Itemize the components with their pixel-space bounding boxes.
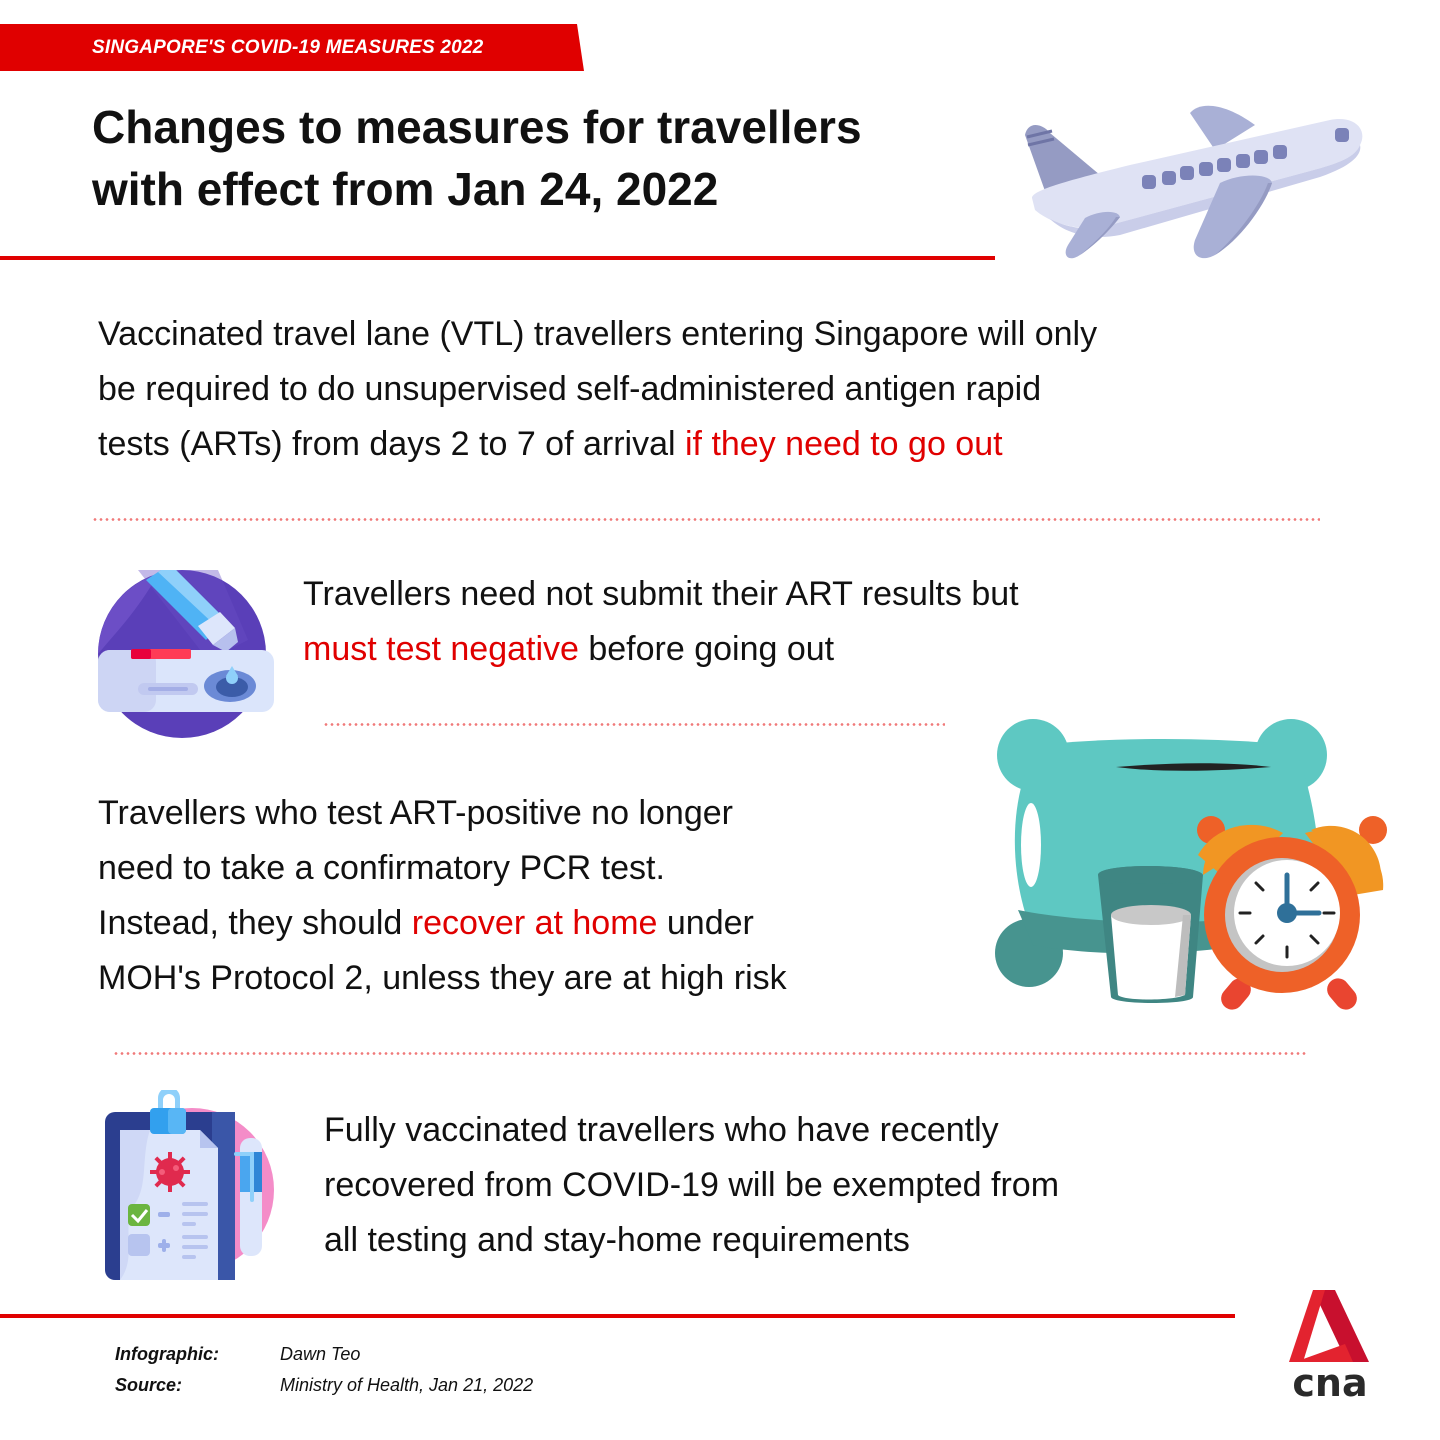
category-banner-label: SINGAPORE'S COVID-19 MEASURES 2022 <box>92 37 484 58</box>
section-divider-2 <box>323 723 945 726</box>
vtl-art-highlight: if they need to go out <box>685 425 1003 463</box>
medical-clipboard-icon <box>100 1090 280 1280</box>
art-results-paragraph <box>303 567 1019 677</box>
art-results-line-2 <box>303 622 1019 677</box>
source-value: Ministry of Health, Jan 21, 2022 <box>280 1375 534 1395</box>
recover-line-1: Travellers who test ART-positive no longer <box>98 794 733 832</box>
cna-logo-text: cna <box>1292 1361 1368 1400</box>
section-divider-3 <box>113 1052 1306 1055</box>
section-divider-1 <box>92 518 1320 521</box>
exemption-line-1: Fully vaccinated travellers who have recently <box>324 1111 999 1149</box>
infographic-credit-value: Dawn Teo <box>280 1344 361 1364</box>
recover-line-4: MOH's Protocol 2, unless they are at high risk <box>98 959 787 997</box>
recover-line-3-pre: Instead, they should <box>98 904 412 942</box>
recover-line-3 <box>98 896 787 951</box>
exemption-line-3: all testing and stay-home requirements <box>324 1221 910 1259</box>
airplane-icon <box>1010 95 1370 265</box>
page-title-line-2: with effect from Jan 24, 2022 <box>92 163 719 215</box>
vtl-art-line-3 <box>98 417 1097 472</box>
source-label: Source: <box>115 1375 183 1395</box>
exemption-line-2: recovered from COVID-19 will be exempted from <box>324 1166 1060 1204</box>
vtl-art-line-3-text: tests (ARTs) from days 2 to 7 of arrival <box>98 425 685 463</box>
recover-line-3-post: under <box>657 904 754 942</box>
recovered-exemption-paragraph <box>324 1103 1059 1268</box>
cna-logo-icon <box>1285 1290 1375 1400</box>
footer-divider <box>0 1314 1235 1318</box>
art-results-line-2-text: before going out <box>578 630 835 668</box>
recover-line-2: need to take a confirmatory PCR test. <box>98 849 665 887</box>
art-results-highlight: must test negative <box>303 630 579 668</box>
vtl-art-paragraph <box>98 307 1097 472</box>
antigen-test-kit-icon <box>98 570 278 740</box>
pillow-milk-alarm-clock-icon <box>993 715 1393 1015</box>
recover-at-home-paragraph <box>98 786 787 1006</box>
title-divider <box>0 256 995 260</box>
page-title-line-1: Changes to measures for travellers <box>92 101 862 153</box>
vtl-art-line-1: Vaccinated travel lane (VTL) travellers entering Singapore will only <box>98 315 1098 353</box>
recover-highlight: recover at home <box>411 904 658 942</box>
vtl-art-line-2: be required to do unsupervised self-administered antigen rapid <box>98 370 1042 408</box>
infographic-credit-label: Infographic: <box>115 1344 219 1364</box>
art-results-line-1: Travellers need not submit their ART results but <box>303 575 1019 613</box>
page-title <box>92 96 992 220</box>
